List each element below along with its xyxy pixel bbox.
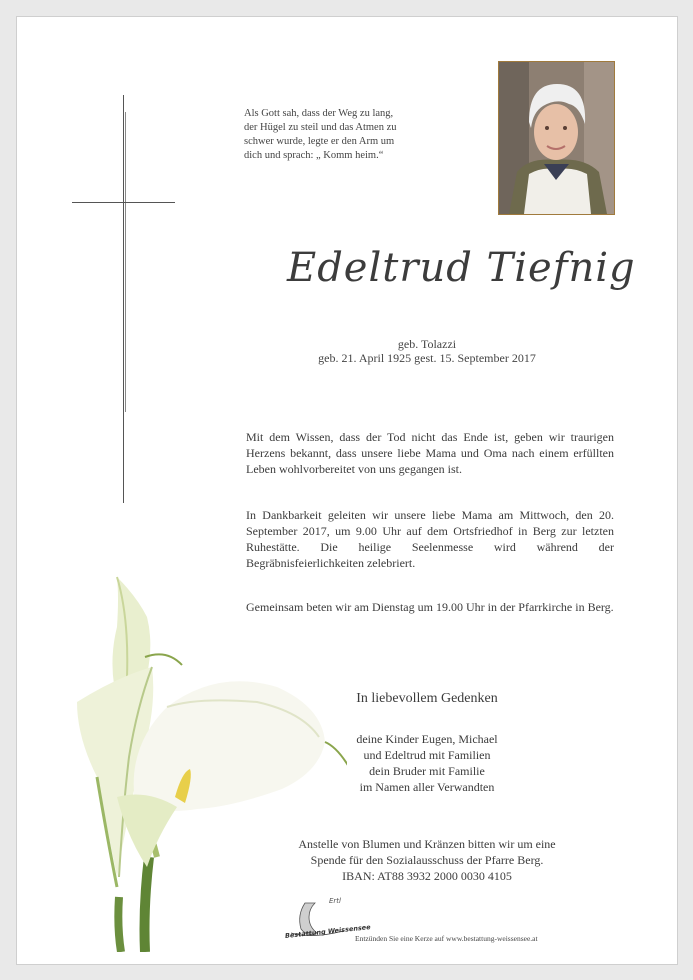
- funeral-details-paragraph: In Dankbarkeit geleiten wir unsere liebe Mama am Mittwoch, den 20. September 2017, um 9.00 Uhr auf dem Ortsfriedhof in Berg zur letzten Ruhestätte. Die heilige Seelenmesse wird während der Begräbnisfeierlichkeiten zelebriert.: [246, 508, 614, 570]
- iban-line: IBAN: AT88 3932 2000 0030 4105: [342, 869, 512, 883]
- announcement-paragraph: Mit dem Wissen, dass der Tod nicht das Ende ist, geben wir traurigen Herzens bekannt, dass unsere liebe Mama und Oma nach einem erfüllten Leben wohlvorbereitet von uns gegangen ist.: [246, 430, 614, 476]
- maiden-name: geb. Tolazzi: [397, 337, 457, 351]
- mourner-line: im Namen aller Verwandten: [359, 780, 495, 794]
- logo-subtitle: Bestattung Weissensee: [284, 923, 371, 940]
- mourner-line: dein Bruder mit Familie: [369, 764, 485, 778]
- donation-line: Anstelle von Blumen und Kränzen bitten wir um eine: [298, 837, 556, 851]
- quote-line: dich und sprach: „ Komm heim.“: [244, 150, 384, 161]
- portrait-photo: [498, 61, 615, 215]
- calla-lily-image: [57, 557, 347, 952]
- obituary-card: [16, 16, 678, 965]
- quote-line: der Hügel zu steil und das Atmen zu: [244, 122, 397, 133]
- life-dates: geb. 21. April 1925 gest. 15. September 2017: [318, 351, 536, 365]
- cross-icon-bar: [72, 202, 175, 203]
- footer-candle-link[interactable]: Entzünden Sie eine Kerze auf www.bestattung-weissensee.at: [355, 934, 538, 943]
- cross-icon: [123, 95, 124, 503]
- mourner-line: und Edeltrud mit Familien: [363, 748, 491, 762]
- memory-title: In liebevollem Gedenken: [356, 691, 498, 706]
- mourner-line: deine Kinder Eugen, Michael: [356, 732, 498, 746]
- donation-line: Spende für den Sozialausschuss der Pfarre Berg.: [310, 853, 544, 867]
- prayer-paragraph: Gemeinsam beten wir am Dienstag um 19.00 Uhr in der Pfarrkirche in Berg.: [246, 600, 614, 614]
- logo-name: Ertl: [329, 897, 341, 905]
- quote-line: schwer wurde, legte er den Arm um: [244, 136, 395, 147]
- deceased-name: Edeltrud Tiefnig: [287, 245, 636, 291]
- quote-line: Als Gott sah, dass der Weg zu lang,: [244, 108, 394, 119]
- memorial-quote: [244, 107, 464, 163]
- cross-icon-inner: [125, 112, 126, 412]
